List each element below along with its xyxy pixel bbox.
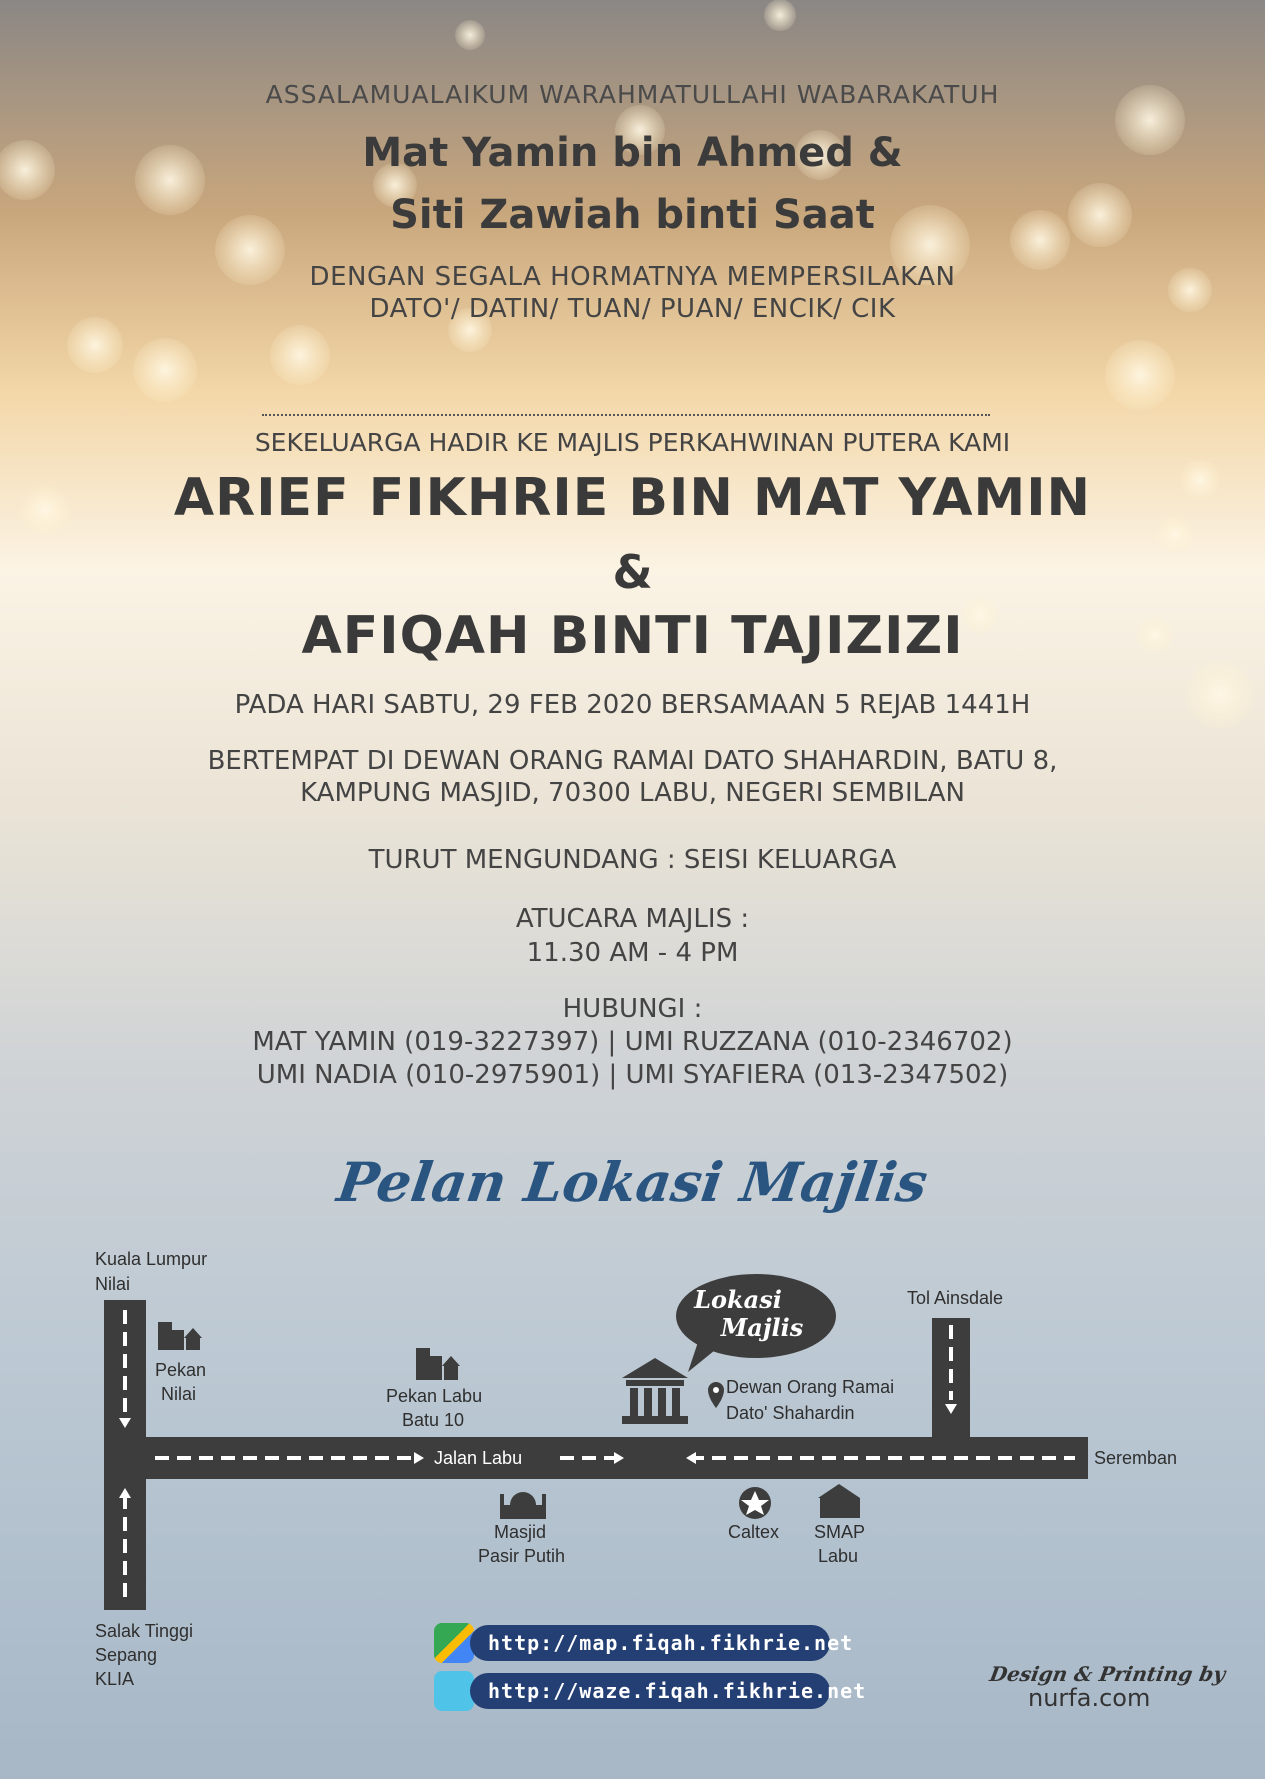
dotted-divider bbox=[262, 414, 990, 416]
label-jalan-labu: Jalan Labu bbox=[434, 1448, 523, 1468]
label-pekan-nilai-2: Nilai bbox=[161, 1384, 197, 1404]
bubble-text-2: Majlis bbox=[720, 1313, 804, 1342]
label-pekan-labu-1: Pekan Labu bbox=[386, 1386, 483, 1406]
label-dewan-2: Dato' Shahardin bbox=[726, 1403, 855, 1423]
mosque-icon bbox=[500, 1492, 546, 1519]
venue-line-2: KAMPUNG MASJID, 70300 LABU, NEGERI SEMBILAN bbox=[300, 778, 965, 808]
label-masjid-1: Masjid bbox=[494, 1522, 547, 1542]
hall-icon bbox=[622, 1358, 688, 1424]
credit-line-2: nurfa.com bbox=[1028, 1684, 1151, 1712]
waze-icon[interactable] bbox=[434, 1671, 474, 1711]
atucara-time: 11.30 AM - 4 PM bbox=[526, 938, 739, 968]
google-maps-link[interactable]: http://map.fiqah.fikhrie.net bbox=[470, 1625, 830, 1661]
label-salak-tinggi: Salak Tinggi bbox=[95, 1621, 194, 1641]
atucara-label: ATUCARA MAJLIS : bbox=[515, 904, 750, 934]
couple-ampersand: & bbox=[612, 545, 653, 599]
label-pekan-nilai-1: Pekan bbox=[155, 1360, 207, 1380]
label-dewan-1: Dewan Orang Ramai bbox=[726, 1377, 895, 1397]
location-pin-icon bbox=[708, 1382, 724, 1408]
label-smap-2: Labu bbox=[818, 1546, 859, 1566]
greeting: ASSALAMUALAIKUM WARAHMATULLAHI WABARAKATUH bbox=[265, 80, 1000, 109]
invitation-line-2: DATO'/ DATIN/ TUAN/ PUAN/ ENCIK/ CIK bbox=[369, 294, 896, 324]
bubble-text-1: Lokasi bbox=[694, 1285, 782, 1314]
hubungi-label: HUBUNGI : bbox=[562, 994, 703, 1024]
invitation-line-1: DENGAN SEGALA HORMATNYA MEMPERSILAKAN bbox=[309, 262, 956, 292]
parents-line-1: Mat Yamin bin Ahmed & bbox=[362, 130, 903, 176]
turut-mengundang: TURUT MENGUNDANG : SEISI KELUARGA bbox=[368, 845, 897, 875]
bride-name: AFIQAH BINTI TAJIZIZI bbox=[301, 606, 964, 666]
map-title: Pelan Lokasi Majlis bbox=[333, 1150, 932, 1214]
parents-line-2: Siti Zawiah binti Saat bbox=[390, 192, 875, 238]
road-network bbox=[104, 1300, 1088, 1610]
label-klia: KLIA bbox=[95, 1669, 135, 1689]
intro-text: SEKELUARGA HADIR KE MAJLIS PERKAHWINAN PUTERA KAMI bbox=[254, 428, 1011, 457]
credit-line-1: Design & Printing by bbox=[987, 1662, 1228, 1686]
label-tol-ainsdale: Tol Ainsdale bbox=[907, 1288, 1004, 1308]
speech-bubble bbox=[676, 1274, 836, 1372]
venue-line-1: BERTEMPAT DI DEWAN ORANG RAMAI DATO SHAHARDIN, BATU 8, bbox=[207, 746, 1058, 776]
contact-line-2: UMI NADIA (010-2975901) | UMI SYAFIERA (013-2347502) bbox=[256, 1060, 1009, 1090]
building-icon bbox=[158, 1322, 202, 1350]
waze-link[interactable]: http://waze.fiqah.fikhrie.net bbox=[470, 1673, 830, 1709]
school-icon bbox=[818, 1484, 860, 1518]
google-maps-icon[interactable] bbox=[434, 1623, 474, 1663]
label-pekan-labu-2: Batu 10 bbox=[402, 1410, 465, 1430]
groom-name: ARIEF FIKHRIE BIN MAT YAMIN bbox=[173, 468, 1092, 528]
label-seremban: Seremban bbox=[1094, 1448, 1178, 1468]
label-nilai: Nilai bbox=[95, 1274, 131, 1294]
label-masjid-2: Pasir Putih bbox=[478, 1546, 566, 1566]
contact-line-1: MAT YAMIN (019-3227397) | UMI RUZZANA (010-2346702) bbox=[252, 1027, 1013, 1057]
label-caltex: Caltex bbox=[728, 1522, 780, 1542]
building-icon bbox=[416, 1348, 460, 1380]
caltex-icon bbox=[739, 1487, 771, 1519]
label-smap-1: SMAP bbox=[814, 1522, 866, 1542]
label-sepang: Sepang bbox=[95, 1645, 158, 1665]
event-date: PADA HARI SABTU, 29 FEB 2020 BERSAMAAN 5 REJAB 1441H bbox=[234, 690, 1031, 720]
label-kuala-lumpur: Kuala Lumpur bbox=[95, 1249, 208, 1269]
